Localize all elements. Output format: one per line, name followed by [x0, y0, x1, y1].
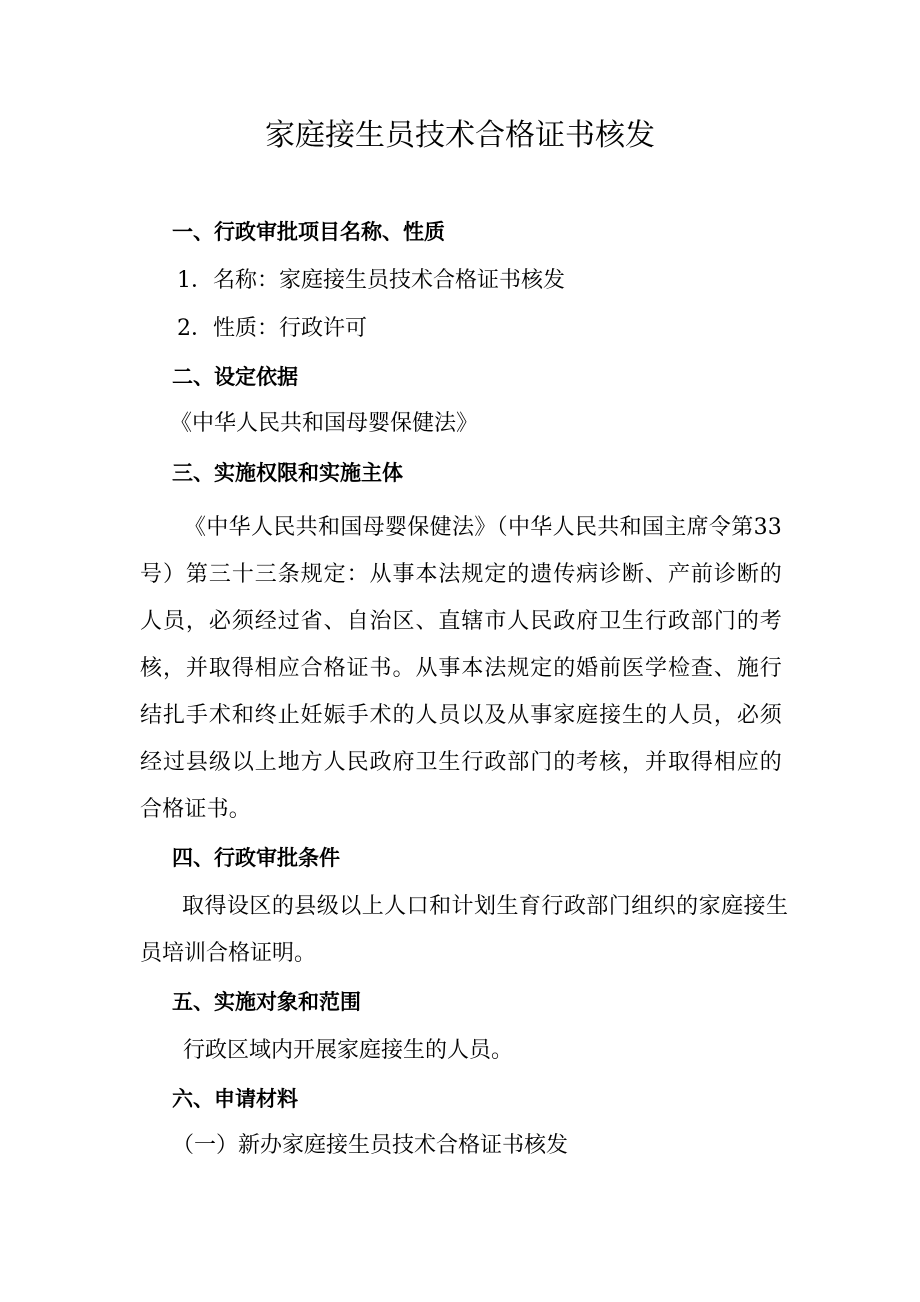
item-nature: 2．性质：行政许可: [177, 316, 367, 341]
conditions-paragraph: 取得设区的县级以上人口和计划生育行政部门组织的家庭接生员培训合格证明。: [140, 894, 788, 966]
materials-subitem-1: （一）新办家庭接生员技术合格证书核发: [172, 1133, 569, 1158]
section-heading-2: 二、设定依据: [172, 365, 298, 389]
scope-text: 行政区域内开展家庭接生的人员。: [183, 1038, 514, 1063]
section-heading-3: 三、实施权限和实施主体: [172, 461, 403, 485]
section-heading-5: 五、实施对象和范围: [172, 990, 361, 1014]
legal-basis: 《中华人民共和国母婴保健法》: [170, 411, 479, 436]
section-heading-1: 一、行政审批项目名称、性质: [172, 220, 445, 244]
item-name: 1．名称：家庭接生员技术合格证书核发: [177, 268, 565, 293]
document-title: 家庭接生员技术合格证书核发: [265, 118, 655, 153]
section-heading-6: 六、申请材料: [172, 1087, 298, 1111]
section-heading-4: 四、行政审批条件: [172, 846, 340, 870]
authority-paragraph: 《中华人民共和国母婴保健法》（中华人民共和国主席令第33号）第三十三条规定：从事本法规定的遗传病诊断、产前诊断的人员，必须经过省、自治区、直辖市人民政府卫生行政部门的考核，并取得相应合格证书。从事本法规定的婚前医学检查、施行结扎手术和终止妊娠手术的人员以及从事家庭接生的人员，必须经过县级以上地方人民政府卫生行政部门的考核，并取得相应的合格证书。: [140, 515, 782, 822]
